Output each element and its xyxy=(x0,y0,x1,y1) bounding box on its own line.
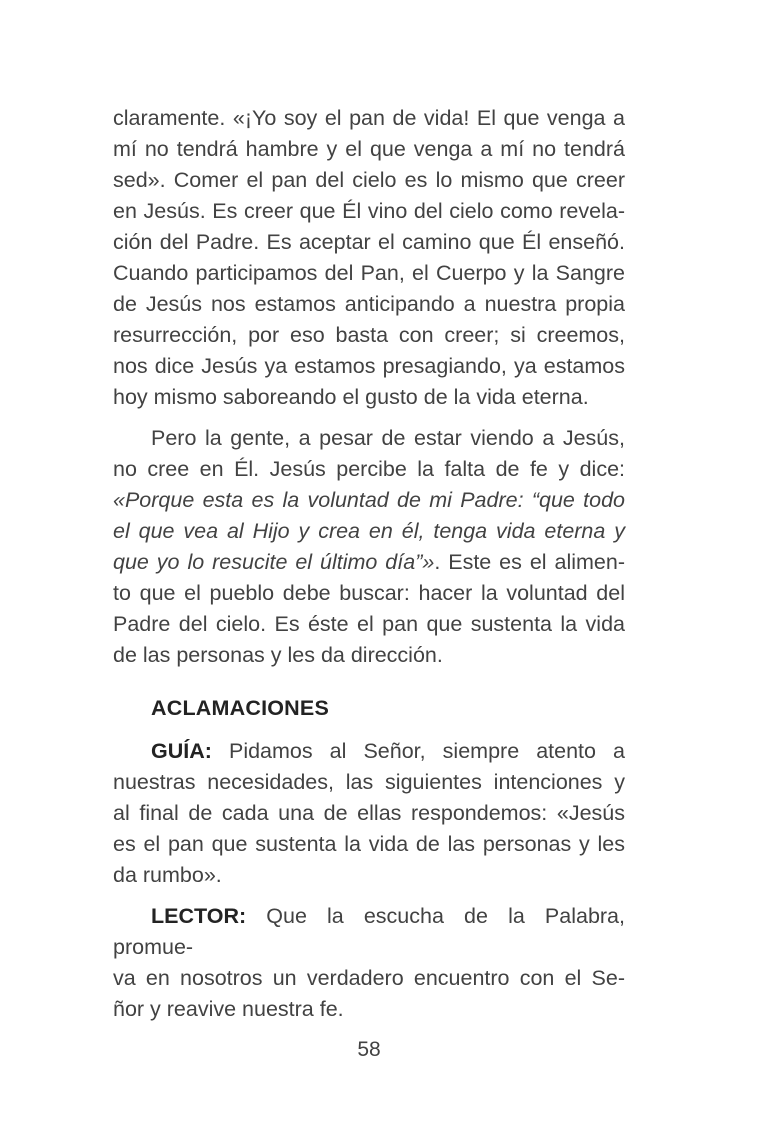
quote-text: el que vea al Hijo y crea en él, tenga vida eterna y xyxy=(113,519,625,543)
page-number: 58 xyxy=(357,1038,381,1061)
text-line xyxy=(113,767,625,798)
text-line xyxy=(113,258,625,289)
text-line xyxy=(113,165,625,196)
body-text: de Jesús nos estamos anticipando a nuestra propia xyxy=(113,292,625,316)
speaker-label: LECTOR: xyxy=(151,904,247,928)
text-line xyxy=(113,423,625,454)
body-text: mí no tendrá hambre y el que venga a mí no tendrá xyxy=(113,137,625,161)
body-text: Que la escucha de la Palabra, promue- xyxy=(113,904,625,959)
body-text: de las personas y les da dirección. xyxy=(113,643,443,667)
text-line xyxy=(113,382,625,413)
paragraph xyxy=(113,736,625,891)
text-line xyxy=(113,994,625,1025)
paragraph xyxy=(113,103,625,413)
text-line xyxy=(113,485,625,516)
body-text: Cuando participamos del Pan, el Cuerpo y la Sangre xyxy=(113,261,625,285)
body-text: claramente. «¡Yo soy el pan de vida! El que venga a xyxy=(113,106,625,130)
body-text: sed». Comer el pan del cielo es lo mismo que creer xyxy=(113,168,625,192)
body-text: nuestras necesidades, las siguientes intenciones y xyxy=(113,770,625,794)
body-text: to que el pueblo debe buscar: hacer la voluntad del xyxy=(113,581,625,605)
body-text: no cree en Él. Jesús percibe la falta de fe y dice: xyxy=(113,457,625,481)
body-text: Pero la gente, a pesar de estar viendo a Jesús, xyxy=(151,426,625,450)
text-line xyxy=(113,196,625,227)
text-line xyxy=(113,289,625,320)
paragraph xyxy=(113,901,625,1025)
text-block xyxy=(113,103,625,1025)
section-heading: ACLAMACIONES xyxy=(151,696,329,720)
text-line xyxy=(113,640,625,671)
body-text: en Jesús. Es creer que Él vino del cielo como revela- xyxy=(113,199,625,223)
body-text: al final de cada una de ellas respondemos: «Jesús xyxy=(113,801,625,825)
body-text: hoy mismo saboreando el gusto de la vida eterna. xyxy=(113,385,589,409)
text-line xyxy=(113,860,625,891)
speaker-label: GUÍA: xyxy=(151,739,212,763)
text-line xyxy=(113,736,625,767)
body-text: resurrección, por eso basta con creer; si creemos, xyxy=(113,323,625,347)
paragraph xyxy=(113,423,625,671)
text-line xyxy=(113,578,625,609)
text-line xyxy=(113,103,625,134)
body-text: Padre del cielo. Es éste el pan que sustenta la vida xyxy=(113,612,625,636)
quote-text: «Porque esta es la voluntad de mi Padre: “que todo xyxy=(113,488,625,512)
text-line xyxy=(113,351,625,382)
body-text: es el pan que sustenta la vida de las personas y les xyxy=(113,832,625,856)
text-line xyxy=(113,963,625,994)
text-line xyxy=(113,547,625,578)
text-line xyxy=(113,901,625,963)
quote-text: que yo lo resucite el último día”» xyxy=(113,550,435,574)
body-text: ción del Padre. Es aceptar el camino que Él enseñó. xyxy=(113,230,625,254)
body-text: nos dice Jesús ya estamos presagiando, ya estamos xyxy=(113,354,625,378)
text-line xyxy=(113,516,625,547)
text-line xyxy=(113,134,625,165)
text-line xyxy=(113,454,625,485)
body-text: ñor y reavive nuestra fe. xyxy=(113,997,344,1021)
text-line xyxy=(113,227,625,258)
text-line xyxy=(113,320,625,351)
body-text: Pidamos al Señor, siempre atento a xyxy=(211,739,625,763)
body-text: va en nosotros un verdadero encuentro con el Se- xyxy=(113,966,625,990)
body-text: da rumbo». xyxy=(113,863,222,887)
body-text: . Este es el alimen- xyxy=(434,550,625,574)
text-line xyxy=(113,798,625,829)
text-line xyxy=(113,829,625,860)
text-line xyxy=(113,609,625,640)
